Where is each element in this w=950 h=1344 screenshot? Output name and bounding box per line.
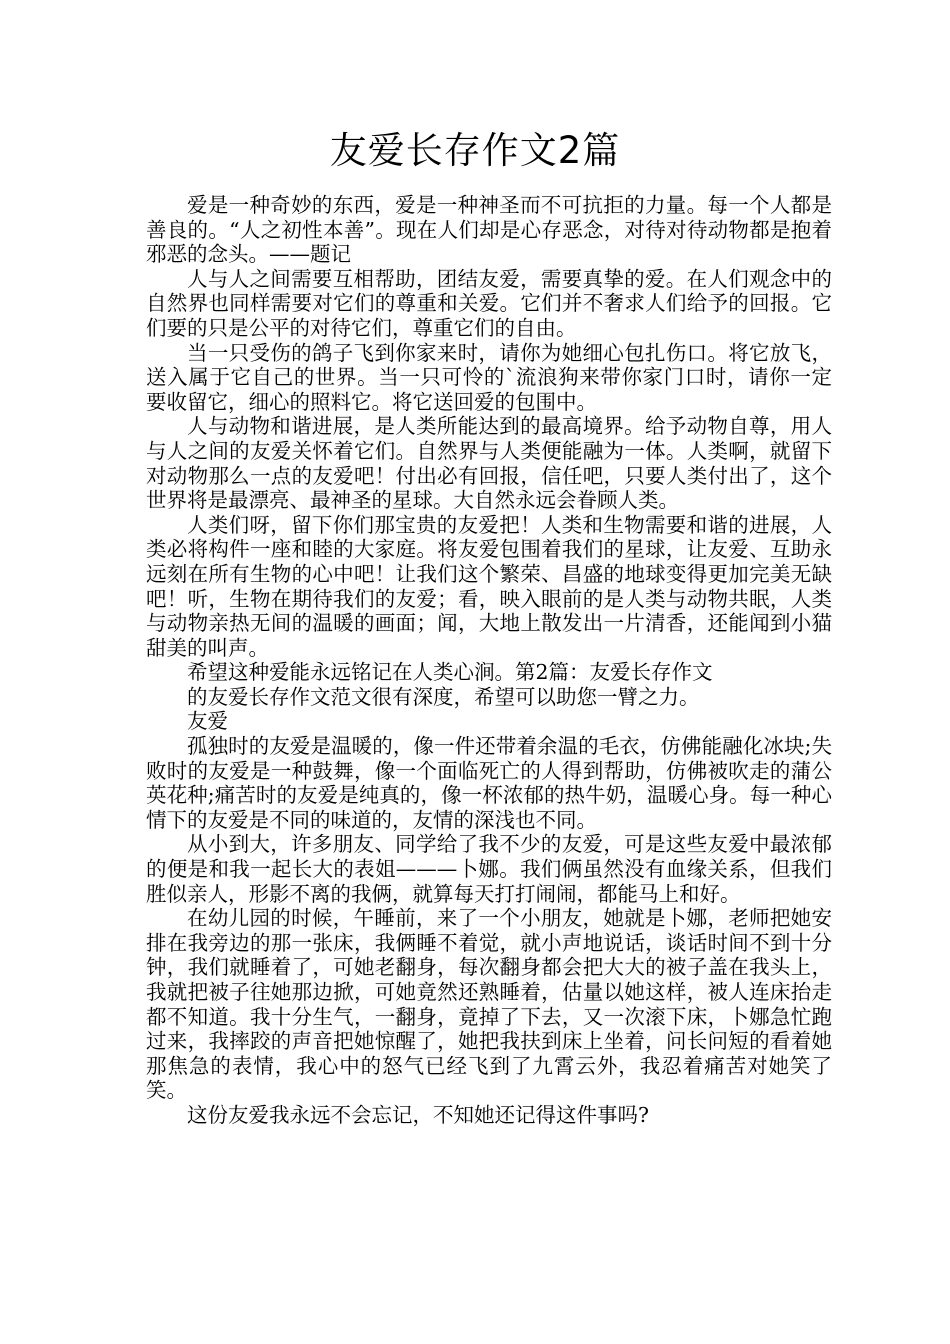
paragraph: 人与人之间需要互相帮助，团结友爱，需要真挚的爱。在人们观念中的自然界也同样需要对它们的尊重和关爱。它们并不奢求人们给予的回报。它们要的只是公平的对待它们，尊重它们的自由。 [146, 266, 832, 340]
paragraph: 孤独时的友爱是温暖的，像一件还带着余温的毛衣，仿佛能融化冰块;失败时的友爱是一种鼓舞，像一个面临死亡的人得到帮助，仿佛被吹走的蒲公英花种;痛苦时的友爱是纯真的，像一杯浓郁的热牛奶，温暖心身。每一种心情下的友爱是不同的味道的，友情的深浅也不同。 [146, 734, 832, 832]
paragraph: 希望这种爱能永远铭记在人类心涧。第2篇：友爱长存作文 [187, 660, 713, 685]
paragraph: 从小到大，许多朋友、同学给了我不少的友爱，可是这些友爱中最浓郁的便是和我一起长大的表姐———卜娜。我们俩虽然没有血缘关系，但我们胜似亲人，形影不离的我俩，就算每天打打闹闹，都能马上和好。 [146, 832, 832, 906]
paragraph: 人与动物和谐进展，是人类所能达到的最高境界。给予动物自尊，用人与人之间的友爱关怀着它们。自然界与人类便能融为一体。人类啊，就留下对动物那么一点的友爱吧！付出必有回报，信任吧，只要人类付出了，这个世界将是最漂亮、最神圣的星球。大自然永远会眷顾人类。 [146, 414, 832, 513]
document-body [146, 193, 832, 1128]
section-heading: 友爱 [187, 709, 228, 734]
paragraph: 爱是一种奇妙的东西，爱是一种神圣而不可抗拒的力量。每一个人都是善良的。“人之初性本善”。现在人们却是心存恶念，对待对待动物都是抱着邪恶的念头。——题记 [146, 193, 832, 267]
paragraph: 在幼儿园的时候，午睡前，来了一个小朋友，她就是卜娜，老师把她安排在我旁边的那一张床，我俩睡不着觉，就小声地说话，谈话时间不到十分钟，我们就睡着了，可她老翻身，每次翻身都会把大大的被子盖在我头上，我就把被子往她那边掀，可她竟然还熟睡着，估量以她这样，被人连床抬走都不知道。我十分生气，一翻身，竟掉了下去，又一次滚下床，卜娜急忙跑过来，我摔跤的声音把她惊醒了，她把我扶到床上坐着，问长问短的看着她那焦急的表情，我心中的怒气已经飞到了九霄云外，我忍着痛苦对她笑了笑。 [146, 906, 832, 1103]
paragraph: 这份友爱我永远不会忘记，不知她还记得这件事吗? [187, 1102, 649, 1127]
document-title: 友爱长存作文2篇 [329, 129, 621, 172]
paragraph: 人类们呀，留下你们那宝贵的友爱把！人类和生物需要和谐的进展，人类必将构件一座和睦的大家庭。将友爱包围着我们的星球，让友爱、互助永远刻在所有生物的心中吧！让我们这个繁荣、昌盛的地球变得更加完美无缺吧！听，生物在期待我们的友爱；看，映入眼前的是人类与动物共眠，人类与动物亲热无间的温暖的画面；闻，大地上散发出一片清香，还能闻到小猫甜美的叫声。 [146, 512, 832, 660]
paragraph: 当一只受伤的鸽子飞到你家来时，请你为她细心包扎伤口。将它放飞，送入属于它自己的世界。当一只可怜的`流浪狗来带你家门口时，请你一定要收留它，细心的照料它。将它送回爱的包围中。 [146, 340, 832, 414]
paragraph: 的友爱长存作文范文很有深度，希望可以助您一臂之力。 [187, 684, 700, 709]
